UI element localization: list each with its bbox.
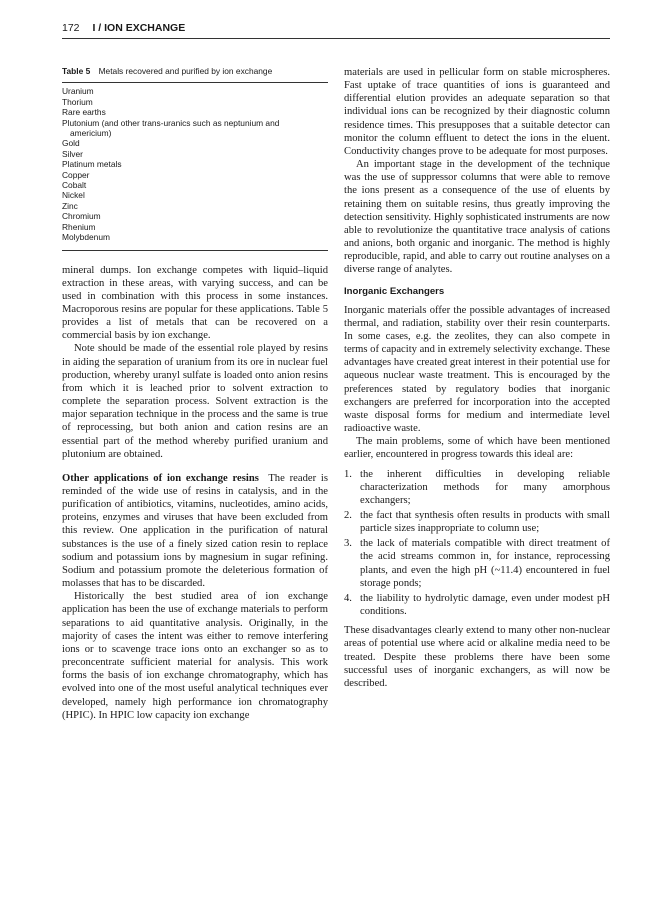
right-column (344, 66, 610, 690)
left-column (62, 66, 328, 722)
paragraph-mineral-dumps: mineral dumps. Ion exchange competes with liquid–liquid extraction in these areas, with varying success, and can be used in combination with this process in some instances. Macroporous resins are popular for these applications. Table 5 provides a list of metals that can be recovered on a commercial basis by ion exchange. (62, 264, 328, 342)
list-number: 1. (344, 468, 352, 480)
table-5 (62, 66, 328, 251)
list-text: the inherent difficulties in developing reliable characterization methods for many amorphous exchangers; (360, 468, 610, 506)
table-row: Copper (62, 169, 90, 180)
table-row: Uranium (62, 86, 94, 97)
table-row: Zinc (62, 200, 78, 211)
list-item (344, 509, 610, 535)
list-number: 4. (344, 592, 352, 604)
running-title: I / ION EXCHANGE (92, 22, 186, 34)
section-heading-inorganic-exchangers: Inorganic Exchangers (344, 285, 445, 297)
problems-list (344, 468, 610, 619)
table-row: Silver (62, 148, 83, 159)
subheading-other-applications: Other applications of ion exchange resins (62, 472, 259, 484)
paragraph-disadvantages: These disadvantages clearly extend to many other non-nuclear areas of potential use where acid or alkaline media need to be treated. Despite these problems there have been some successful uses of inorganic exchangers, as will now be described. (344, 625, 610, 689)
list-text: the fact that synthesis often results in products with small particle sizes inappropriate to column use; (360, 510, 610, 535)
table-row-continuation: americium) (70, 128, 112, 139)
table-caption-text: Metals recovered and purified by ion exchange (98, 66, 273, 76)
table-row: Nickel (62, 190, 85, 201)
list-item (344, 537, 610, 590)
paragraph-main-problems: The main problems, some of which have been mentioned earlier, encountered in progress towards this ideal are: (344, 436, 610, 461)
list-item (344, 468, 610, 507)
list-text: the lack of materials compatible with direct treatment of the acid streams common in, for instance, reprocessing plants, and even the high pH (~11.4) encountered in fuel storage ponds; (360, 538, 610, 589)
running-header (62, 22, 610, 39)
table-row: Molybdenum (62, 232, 110, 243)
list-number: 2. (344, 510, 352, 521)
paragraph-suppressor: An important stage in the development of the technique was the use of suppressor columns that were able to remove the ions present as a consequence of the use of eluents by retaining them on suitable resins, thus greatly improving the detection sensitivity. Highly sophisticated instruments are now able to revolutionize the quantitative trace analysis of cations and anions, both organic and inorganic. The method is highly reproducible, rapid, and able to carry out routine analyses on a diverse range of analytes. (344, 159, 610, 276)
page-number: 172 (62, 22, 80, 34)
table-row: Plutonium (and other trans-uranics such as neptunium and (62, 117, 280, 128)
paragraph-pellicular: materials are used in pellicular form on stable microspheres. Fast uptake of trace quantities of ions is guaranteed and differential elution provides an adequate separation so that individual ions can be recognized by their diagnostic column residence times. This presupposes that a suitable detector can monitor the column effluent to detect the ions in the eluent. Conductivity changes prove to be adequate for most purposes. (344, 67, 610, 157)
table-row: Cobalt (62, 180, 87, 191)
table-label: Table 5 (62, 66, 91, 76)
paragraph-uranium: Note should be made of the essential role played by resins in aiding the separation of uranium from its ore in nuclear fuel production, whereby uranyl sulfate is loaded onto anion resins from which it is leached prior to solvent extraction to complete the separation process. Solvent extraction is the major separation technique in the process and the same is true of reprocessing, but both anion and cation resins are an essential part of the method whereby purified uranium and plutonium are obtained. (62, 343, 328, 460)
table-row (62, 128, 328, 138)
paragraph-other-applications (62, 472, 328, 590)
table-row: Thorium (62, 96, 93, 107)
list-number: 3. (344, 538, 352, 550)
list-text: the liability to hydrolytic damage, even under modest pH conditions. (360, 592, 610, 618)
table-caption (62, 66, 328, 76)
paragraph-text: The reader is reminded of the wide use of resins in catalysis, and in the purification of antibiotics, vitamins, nucleotides, amino acids, proteins, enzymes and viruses that have been excluded from this review. One application in the purification of natural substances is the use of a finely sized cation resin to replace sodium and potassium ions by magnesium in sugar refining. Sodium and potassium promote the deleterious formation of molasses that has to be discarded. (62, 472, 328, 590)
table-row: Chromium (62, 211, 101, 222)
table-row: Rhenium (62, 221, 96, 232)
paragraph-historically: Historically the best studied area of ion exchange application has been the use of exchange materials to perform separations to aid quantitative analysis. Originally, in the majority of cases the intent was either to remove interfering ions or to scavenge trace ions onto an exchanger so as to preconcentrate sufficient material for analysis. This work forms the basis of ion exchange chromatography, which has evolved into one of the most useful analytical techniques ever developed, namely high performance ion chromatography (HPIC). In HPIC low capacity ion exchange (62, 591, 328, 721)
table-row: Gold (62, 138, 80, 149)
table-row: Rare earths (62, 107, 106, 118)
table-row: Platinum metals (62, 159, 122, 170)
paragraph-inorganic-materials: Inorganic materials offer the possible advantages of increased thermal, and radiation, stability over their resin counterparts. In some cases, e.g. the zeolites, they can also compete in terms of capacity and in extremely selectivity exchange. These advantages have created great interest in their potential use for aqueous nuclear waste treatment. This is encouraged by the preferences stated by regulatory bodies that inorganic exchangers are preferred for incorporation into the accepted waste disposal forms for medium and intermediate level radioactive waste. (344, 304, 611, 435)
table-body (62, 82, 328, 250)
list-item (344, 592, 610, 618)
